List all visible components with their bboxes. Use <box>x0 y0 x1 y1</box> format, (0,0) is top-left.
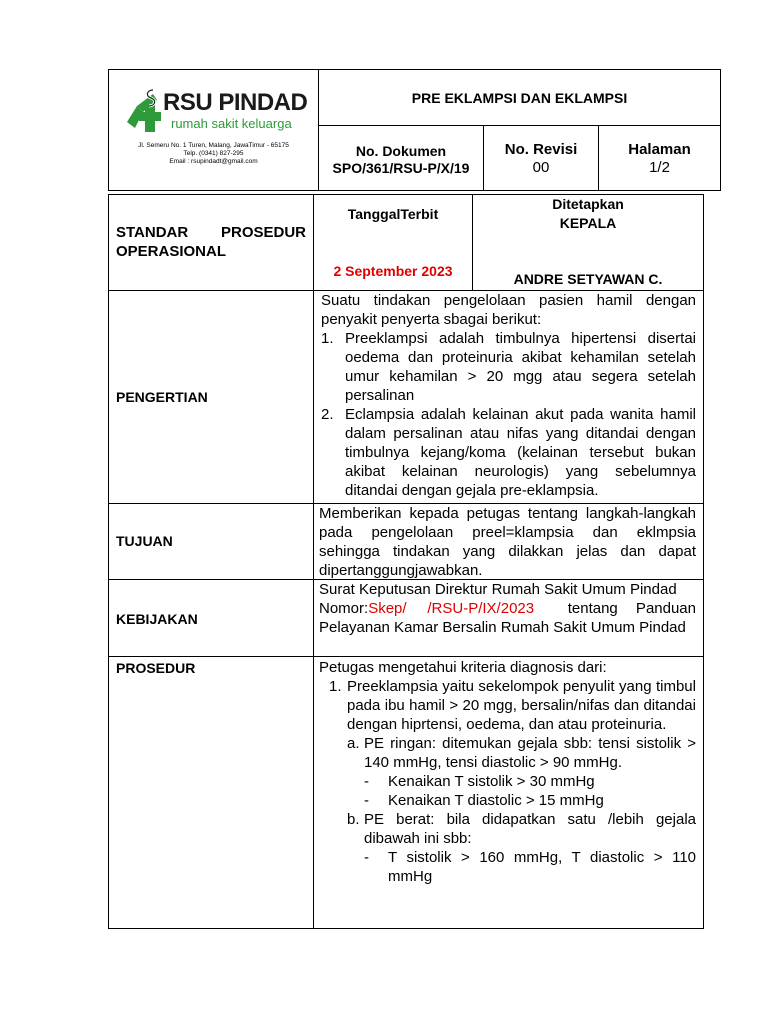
sub-list-text: PE ringan: ditemukan gejala sbb: tensi sistolik > 140 mmHg, tensi diastolic > 90 mmHg. <box>364 735 696 771</box>
bullet-dash: - <box>364 792 369 809</box>
list-number: 1. <box>329 678 342 695</box>
prosedur-intro: Petugas mengetahui kriteria diagnosis dari: <box>319 659 607 676</box>
spo-date-cell <box>313 194 473 291</box>
pengertian-label-cell <box>108 290 314 504</box>
hospital-address <box>109 142 318 166</box>
spo-label-cell <box>108 194 314 291</box>
prosedur-content-cell <box>313 656 704 929</box>
sub-list-letter: b. <box>347 811 360 828</box>
spo-approval-cell <box>472 194 704 291</box>
tujuan-label: TUJUAN <box>116 533 173 549</box>
phone-line: Telp. (0341) 827-295 <box>183 150 244 157</box>
nomor-suffix: tentang Panduan <box>567 600 696 617</box>
logo-text: RSU PINDAD <box>163 89 308 116</box>
doc-number-value: SPO/361/RSU-P/X/19 <box>332 160 470 176</box>
list-text: Eclampsia adalah kelainan akut pada wanita hamil dalam persalinan atau nifas yang ditandai dengan timbulnya kejang/koma (kelainan tersebut bukan akibat kelainan neurologis) yang sebelumnya ditandai dengan gejala pre-eklampsia. <box>345 406 696 499</box>
header-title-cell <box>318 69 721 126</box>
doc-number-label: No. Dokumen <box>355 143 447 159</box>
revision-cell <box>483 125 599 191</box>
list-item <box>321 329 696 405</box>
spo-label: STANDAR PROSEDUR OPERASIONAL <box>116 224 306 260</box>
pengertian-content-cell <box>313 290 704 504</box>
page-label: Halaman <box>628 141 691 158</box>
hospital-logo-icon <box>123 86 165 138</box>
header-logo-cell <box>108 69 319 191</box>
list-number: 2. <box>321 406 334 423</box>
sub-list-item <box>319 734 696 772</box>
approval-label: Ditetapkan <box>552 196 624 212</box>
approval-role: KEPALA <box>559 215 617 231</box>
prosedur-label: PROSEDUR <box>116 660 196 676</box>
bullet-dash: - <box>364 849 369 866</box>
tujuan-label-cell <box>108 503 314 580</box>
bullet-text: Kenaikan T sistolik > 30 mmHg <box>388 773 595 790</box>
document-title: PRE EKLAMPSI DAN EKLAMPSI <box>411 90 628 106</box>
tujuan-text: Memberikan kepada petugas tentang langkah-langkah pada pengelolaan preel=klampsia dan eklmpsia sehingga tindakan yang dilakkan jelas dan dapat dipertanggungjawabkan. <box>319 505 696 579</box>
sub-list-item <box>319 810 696 848</box>
doc-number-cell <box>318 125 484 191</box>
list-text: Preeklampsia yaitu sekelompok penyulit yang timbul pada ibu hamil > 20 mgg, bersalin/nifas dan ditandai dengan hiprtensi, oedema, dan atau proteinuria. <box>347 678 696 733</box>
bullet-item <box>319 772 696 791</box>
kebijakan-nomor-line <box>319 599 696 618</box>
pengertian-label: PENGERTIAN <box>116 389 208 405</box>
hospital-logo <box>123 86 313 138</box>
sub-list-letter: a. <box>347 735 360 752</box>
nomor-value: Skep/ /RSU-P/IX/2023 <box>368 600 535 617</box>
date-label: TanggalTerbit <box>347 206 439 222</box>
kebijakan-line1: Surat Keputusan Direktur Rumah Sakit Umum Pindad <box>319 581 677 598</box>
list-text: Preeklampsi adalah timbulnya hipertensi disertai oedema dan proteinuria akibat kehamilan setelah umur kehamilan > 20 mgg atau segera setelah persalinan <box>345 330 696 404</box>
revision-value: 00 <box>532 159 550 176</box>
kebijakan-content <box>319 580 696 637</box>
bullet-text: Kenaikan T diastolic > 15 mmHg <box>388 792 604 809</box>
page-cell <box>598 125 721 191</box>
page-value: 1/2 <box>649 159 670 176</box>
pengertian-intro: Suatu tindakan pengelolaan pasien hamil dengan penyakit penyerta sbagai berikut: <box>321 292 696 328</box>
email-line: Email : rsupindadt@gmail.com <box>169 158 258 165</box>
nomor-group <box>319 599 534 618</box>
list-item <box>319 677 696 734</box>
nomor-prefix: Nomor: <box>319 600 369 617</box>
bullet-text: T sistolik > 160 mmHg, T diastolic > 110 mmHg <box>388 849 696 885</box>
logo-subtitle: rumah sakit keluarga <box>171 116 292 131</box>
kebijakan-label-cell <box>108 579 314 657</box>
tujuan-content-cell <box>313 503 704 580</box>
bullet-item <box>319 848 696 886</box>
list-number: 1. <box>321 330 334 347</box>
kebijakan-rest: Pelayanan Kamar Bersalin Rumah Sakit Umum Pindad <box>319 619 686 636</box>
revision-label: No. Revisi <box>504 141 578 158</box>
kebijakan-label: KEBIJAKAN <box>116 611 198 627</box>
date-value: 2 September 2023 <box>333 263 453 279</box>
bullet-item <box>319 791 696 810</box>
list-item <box>321 405 696 500</box>
address-line: Jl. Semeru No. 1 Turen, Malang, JawaTimur - 65175 <box>138 142 289 149</box>
bullet-dash: - <box>364 773 369 790</box>
pengertian-content <box>321 291 696 500</box>
prosedur-content <box>319 658 696 886</box>
sub-list-text: PE berat: bila didapatkan satu /lebih gejala dibawah ini sbb: <box>364 811 696 847</box>
prosedur-label-cell <box>108 656 314 929</box>
kebijakan-content-cell <box>313 579 704 657</box>
approver-name: ANDRE SETYAWAN C. <box>513 271 663 287</box>
